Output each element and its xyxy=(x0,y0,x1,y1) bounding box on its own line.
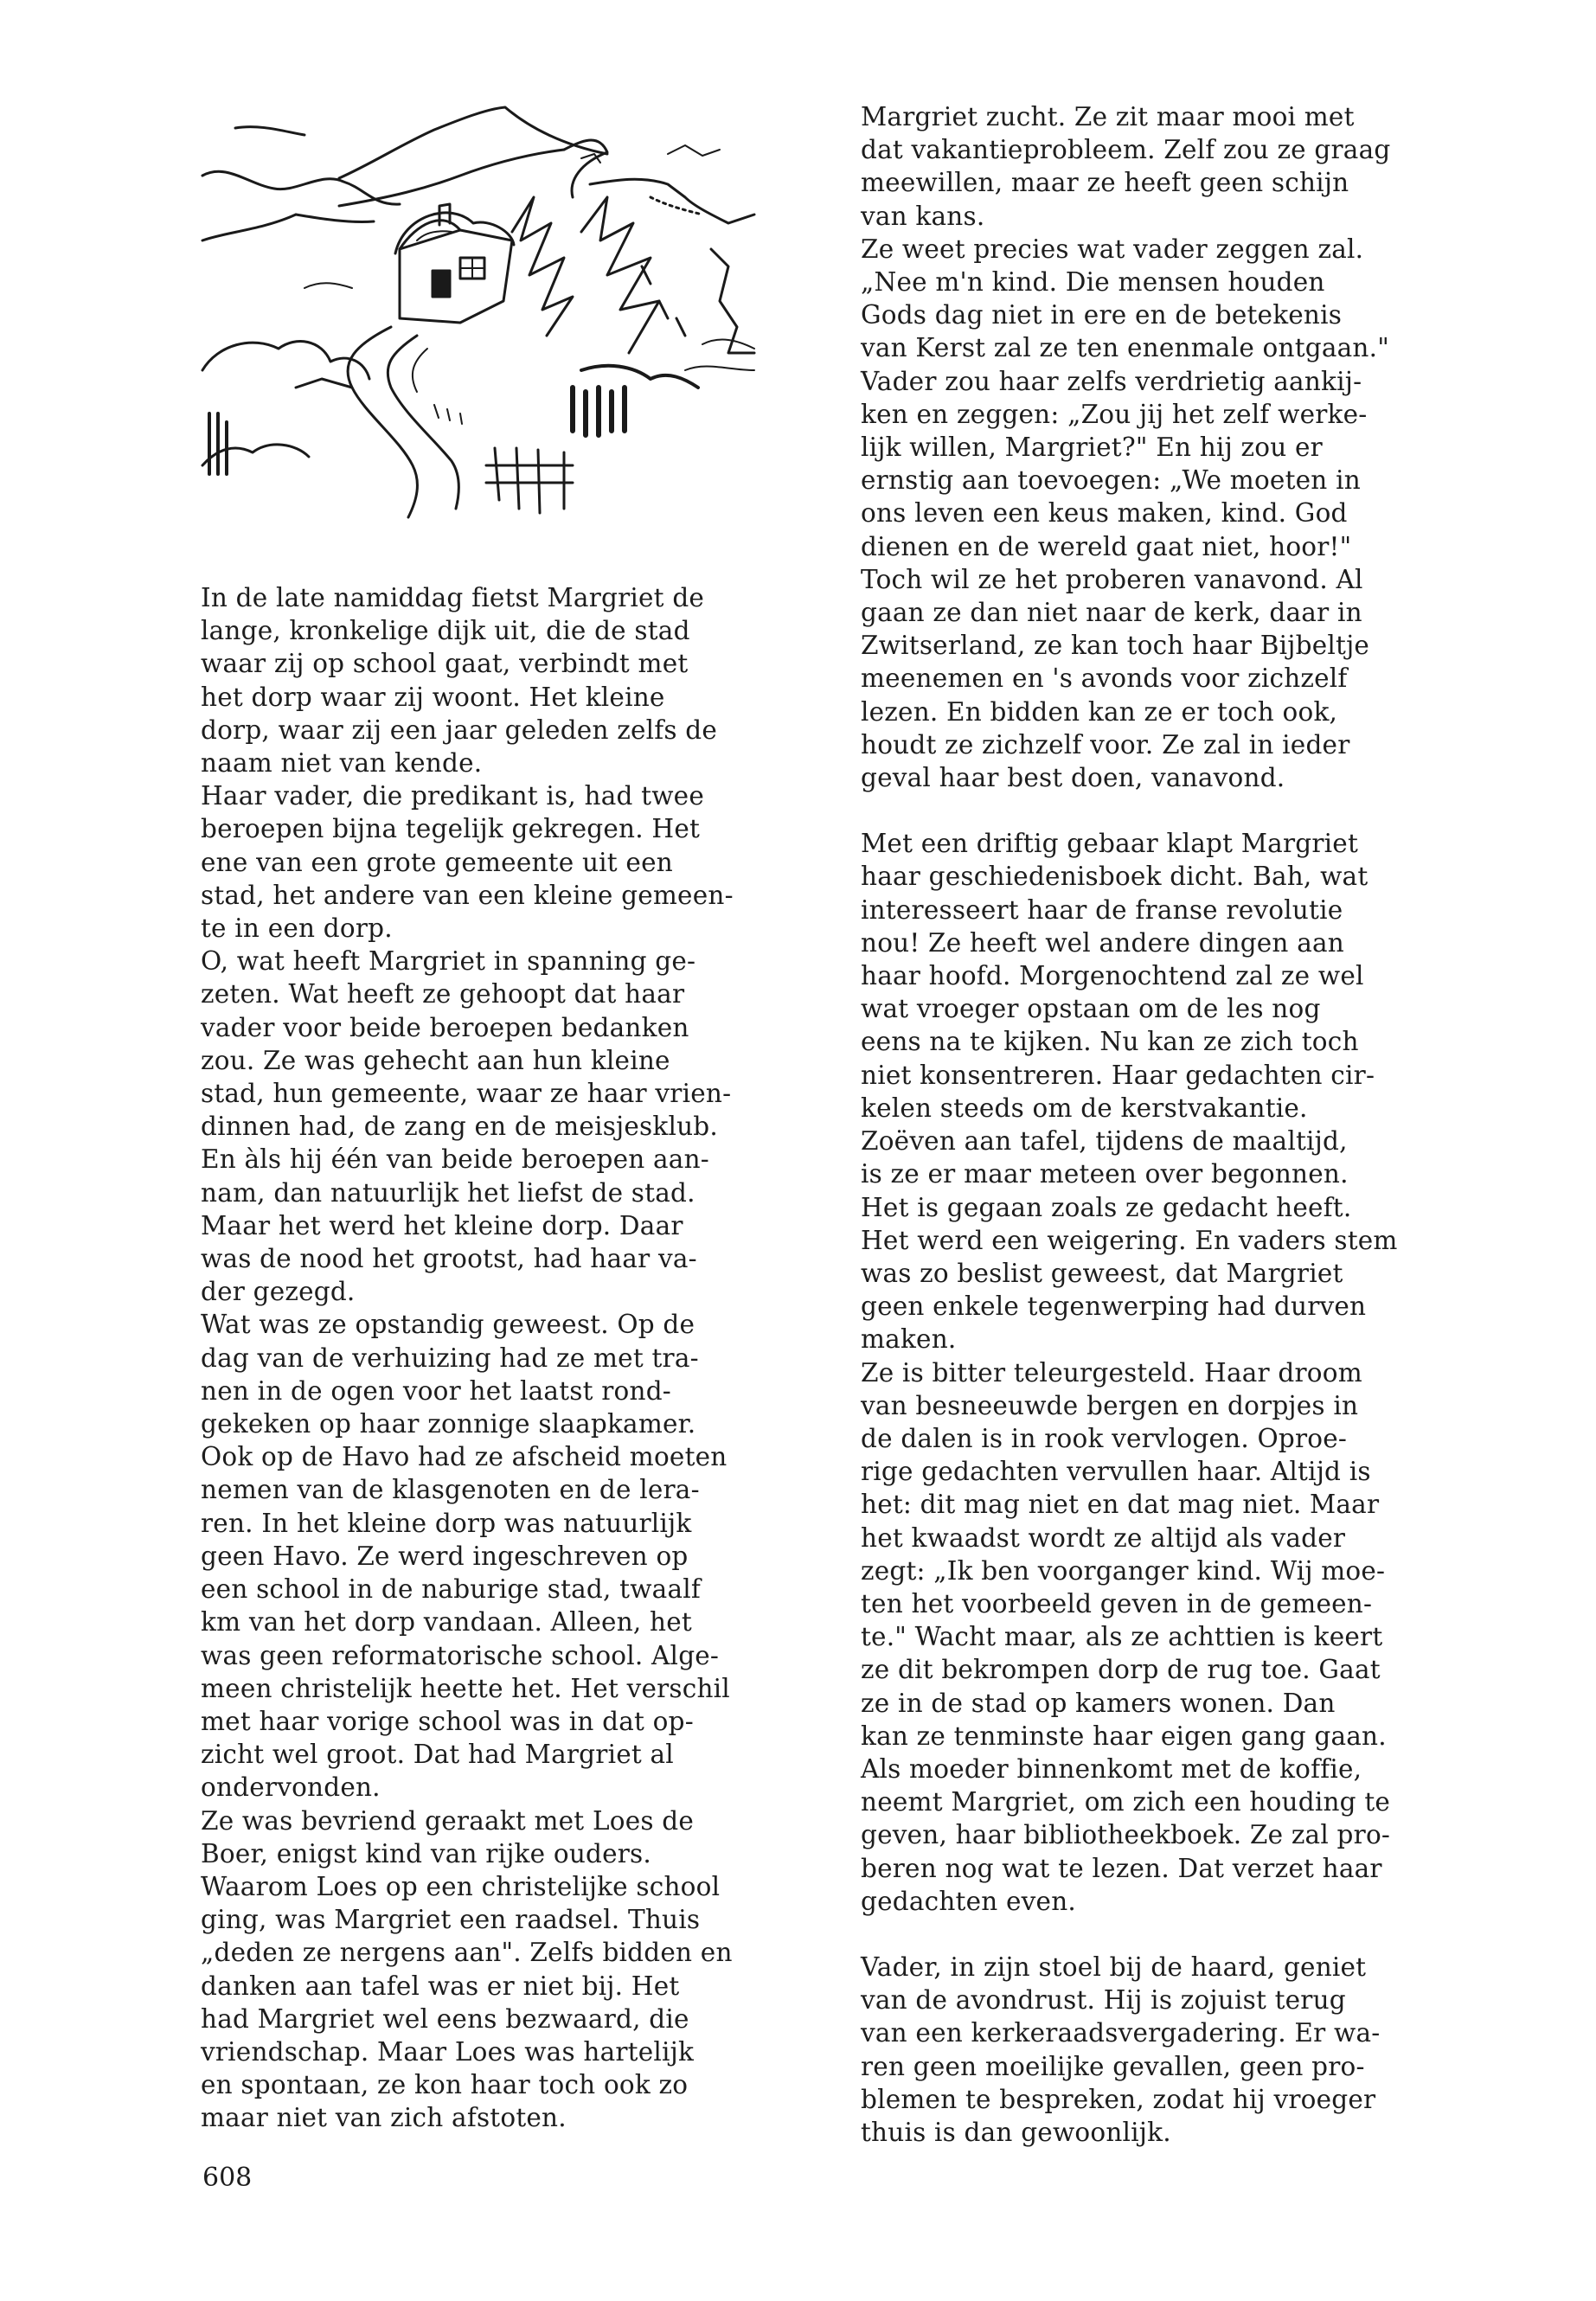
text-line: ren. In het kleine dorp was natuurlijk xyxy=(201,1508,692,1538)
text-line: een school in de naburige stad, twaalf xyxy=(201,1574,701,1605)
text-line: zicht wel groot. Dat had Margriet al xyxy=(201,1740,674,1770)
text-line: van kans. xyxy=(861,201,985,231)
text-line: O, wat heeft Margriet in spanning ge- xyxy=(201,946,696,977)
text-line: Boer, enigst kind van rijke ouders. xyxy=(201,1838,651,1868)
text-line: de dalen is in rook vervlogen. Oproe- xyxy=(861,1423,1348,1453)
text-line: Vader zou haar zelfs verdrietig aankij- xyxy=(861,366,1362,396)
text-line: kelen steeds om de kerstvakantie. xyxy=(861,1093,1308,1123)
text-line: en spontaan, ze kon haar toch ook zo xyxy=(201,2070,689,2100)
text-line: zeten. Wat heeft ze gehoopt dat haar xyxy=(201,979,685,1009)
text-line: dorp, waar zij een jaar geleden zelfs de xyxy=(201,715,718,745)
text-line: vriendschap. Maar Loes was hartelijk xyxy=(201,2036,695,2067)
text-line: vader voor beide beroepen bedanken xyxy=(201,1012,689,1042)
text-line: Wat was ze opstandig geweest. Op de xyxy=(201,1310,695,1340)
text-line: zou. Ze was gehecht aan hun kleine xyxy=(201,1045,670,1075)
text-line: ondervonden. xyxy=(201,1772,381,1803)
text-line: ze in de stad op kamers wonen. Dan xyxy=(861,1688,1336,1718)
text-line: Ze is bitter teleurgesteld. Haar droom xyxy=(861,1357,1362,1388)
text-line: van een kerkeraadsvergadering. Er wa- xyxy=(861,2018,1381,2048)
text-line: meewillen, maar ze heeft geen schijn xyxy=(861,168,1349,198)
text-line: zegt: „Ik ben voorganger kind. Wij moe- xyxy=(861,1555,1386,1586)
text-line: waar zij op school gaat, verbindt met xyxy=(201,649,689,679)
text-line: was geen reformatorische school. Alge- xyxy=(201,1640,720,1670)
text-line: van Kerst zal ze ten enenmale ontgaan." xyxy=(861,333,1389,363)
text-line: gekeken op haar zonnige slaapkamer. xyxy=(201,1409,696,1439)
text-line: beroepen bijna tegelijk gekregen. Het xyxy=(201,814,701,844)
text-line: meen christelijk heette het. Het verschil xyxy=(201,1673,730,1703)
text-line: ken en zeggen: „Zou jij het zelf werke- xyxy=(861,399,1368,429)
text-line: lijk willen, Margriet?" En hij zou er xyxy=(861,433,1323,463)
text-line: geen Havo. Ze werd ingeschreven op xyxy=(201,1541,689,1571)
text-line: Als moeder binnenkomt met de koffie, xyxy=(861,1753,1362,1784)
text-line: ons leven een keus maken, kind. God xyxy=(861,498,1348,529)
text-line: lange, kronkelige dijk uit, die de stad xyxy=(201,616,690,646)
text-line: thuis is dan gewoonlijk. xyxy=(861,2117,1171,2147)
text-line: niet konsentreren. Haar gedachten cir- xyxy=(861,1060,1375,1090)
text-line: neemt Margriet, om zich een houding te xyxy=(861,1787,1391,1817)
paragraph-gap xyxy=(861,1918,1449,1951)
text-line: Haar vader, die predikant is, had twee xyxy=(201,781,704,811)
text-line: geen enkele tegenwerping had durven xyxy=(861,1292,1367,1322)
text-line: te." Wacht maar, als ze achttien is keert xyxy=(861,1622,1383,1652)
text-line: ene van een grote gemeente uit een xyxy=(201,847,673,877)
text-line: eens na te kijken. Nu kan ze zich toch xyxy=(861,1027,1359,1057)
text-line: En àls hij één van beide beroepen aan- xyxy=(201,1144,709,1175)
text-line: Toch wil ze het proberen vanavond. Al xyxy=(861,564,1363,594)
text-line: stad, het andere van een kleine gemeen- xyxy=(201,880,734,910)
text-line: was de nood het grootst, had haar va- xyxy=(201,1244,697,1274)
text-line: dinnen had, de zang en de meisjesklub. xyxy=(201,1112,718,1142)
text-line: was zo beslist geweest, dat Margriet xyxy=(861,1258,1343,1288)
text-line: blemen te bespreken, zodat hij vroeger xyxy=(861,2084,1376,2114)
text-line: stad, hun gemeente, waar ze haar vrien- xyxy=(201,1079,732,1109)
paragraph-gap xyxy=(861,794,1449,827)
text-line: te in een dorp. xyxy=(201,913,393,944)
text-line: Ook op de Havo had ze afscheid moeten xyxy=(201,1442,727,1472)
text-line: gaan ze dan niet naar de kerk, daar in xyxy=(861,598,1362,628)
text-line: gedachten even. xyxy=(861,1886,1076,1916)
text-line: „deden ze nergens aan". Zelfs bidden en xyxy=(201,1938,733,1968)
text-line: dienen en de wereld gaat niet, hoor!" xyxy=(861,531,1352,561)
text-line: meenemen en 's avonds voor zichzelf xyxy=(861,663,1348,694)
text-line: dat vakantieprobleem. Zelf zou ze graag xyxy=(861,135,1391,165)
text-line: ten het voorbeeld geven in de gemeen- xyxy=(861,1588,1373,1618)
text-line: ernstig aan toevoegen: „We moeten in xyxy=(861,465,1361,496)
text-line: Zwitserland, ze kan toch haar Bijbeltje xyxy=(861,631,1370,661)
text-line: ging, was Margriet een raadsel. Thuis xyxy=(201,1905,701,1935)
text-line: met haar vorige school was in dat op- xyxy=(201,1706,694,1736)
text-line: het: dit mag niet en dat mag niet. Maar xyxy=(861,1490,1380,1520)
page-number: 608 xyxy=(202,2163,253,2193)
text-line: naam niet van kende. xyxy=(201,748,483,779)
mountain-cottage-illustration xyxy=(201,102,787,545)
text-line: van de avondrust. Hij is zojuist terug xyxy=(861,1985,1346,2016)
text-line: nam, dan natuurlijk het liefst de stad. xyxy=(201,1177,695,1208)
text-line: Het werd een weigering. En vaders stem xyxy=(861,1225,1398,1255)
text-line: Zoëven aan tafel, tijdens de maaltijd, xyxy=(861,1126,1348,1157)
text-line: had Margriet wel eens bezwaard, die xyxy=(201,2003,689,2034)
right-column xyxy=(861,100,1449,2149)
text-line: Margriet zucht. Ze zit maar mooi met xyxy=(861,102,1355,131)
text-line: wat vroeger opstaan om de les nog xyxy=(861,994,1321,1024)
left-column xyxy=(201,581,787,2135)
text-line: nemen van de klasgenoten en de lera- xyxy=(201,1475,700,1505)
text-line: ze dit bekrompen dorp de rug toe. Gaat xyxy=(861,1655,1381,1685)
text-line: ren geen moeilijke gevallen, geen pro- xyxy=(861,2051,1365,2081)
text-line: van besneeuwde bergen en dorpjes in xyxy=(861,1390,1359,1420)
text-line: Het is gegaan zoals ze gedacht heeft. xyxy=(861,1192,1352,1222)
text-line: beren nog wat te lezen. Dat verzet haar xyxy=(861,1853,1382,1883)
text-line: het dorp waar zij woont. Het kleine xyxy=(201,682,665,712)
text-line: het kwaadst wordt ze altijd als vader xyxy=(861,1522,1346,1553)
text-line: km van het dorp vandaan. Alleen, het xyxy=(201,1607,692,1638)
text-line: „Nee m'n kind. Die mensen houden xyxy=(861,267,1325,298)
text-line: nou! Ze heeft wel andere dingen aan xyxy=(861,927,1344,958)
text-line: haar geschiedenisboek dicht. Bah, wat xyxy=(861,862,1368,892)
text-line: maar niet van zich afstoten. xyxy=(201,2103,567,2133)
text-line: dag van de verhuizing had ze met tra- xyxy=(201,1343,699,1373)
text-line: haar hoofd. Morgenochtend zal ze wel xyxy=(861,961,1364,991)
text-line: Waarom Loes op een christelijke school xyxy=(201,1871,721,1901)
text-line: rige gedachten vervullen haar. Altijd is xyxy=(861,1457,1371,1487)
text-line: maken. xyxy=(861,1324,957,1355)
text-line: kan ze tenminste haar eigen gang gaan. xyxy=(861,1721,1387,1751)
text-line: Vader, in zijn stoel bij de haard, geniet xyxy=(861,1952,1367,1982)
text-line: interesseert haar de franse revolutie xyxy=(861,894,1343,925)
text-line: geval haar best doen, vanavond. xyxy=(861,763,1285,793)
text-line: is ze er maar meteen over begonnen. xyxy=(861,1159,1349,1189)
text-line: In de late namiddag fietst Margriet de xyxy=(201,583,705,612)
text-line: lezen. En bidden kan ze er toch ook, xyxy=(861,696,1338,727)
text-line: Met een driftig gebaar klapt Margriet xyxy=(861,829,1359,859)
text-line: Gods dag niet in ere en de betekenis xyxy=(861,300,1343,330)
text-line: houdt ze zichzelf voor. Ze zal in ieder xyxy=(861,729,1350,760)
text-line: Maar het werd het kleine dorp. Daar xyxy=(201,1210,683,1240)
text-line: der gezegd. xyxy=(201,1277,356,1307)
text-line: Ze was bevriend geraakt met Loes de xyxy=(201,1805,695,1836)
text-line: danken aan tafel was er niet bij. Het xyxy=(201,1971,680,2001)
text-line: nen in de ogen voor het laatst rond- xyxy=(201,1375,671,1406)
text-line: geven, haar bibliotheekboek. Ze zal pro- xyxy=(861,1820,1391,1850)
text-line: Ze weet precies wat vader zeggen zal. xyxy=(861,234,1364,264)
